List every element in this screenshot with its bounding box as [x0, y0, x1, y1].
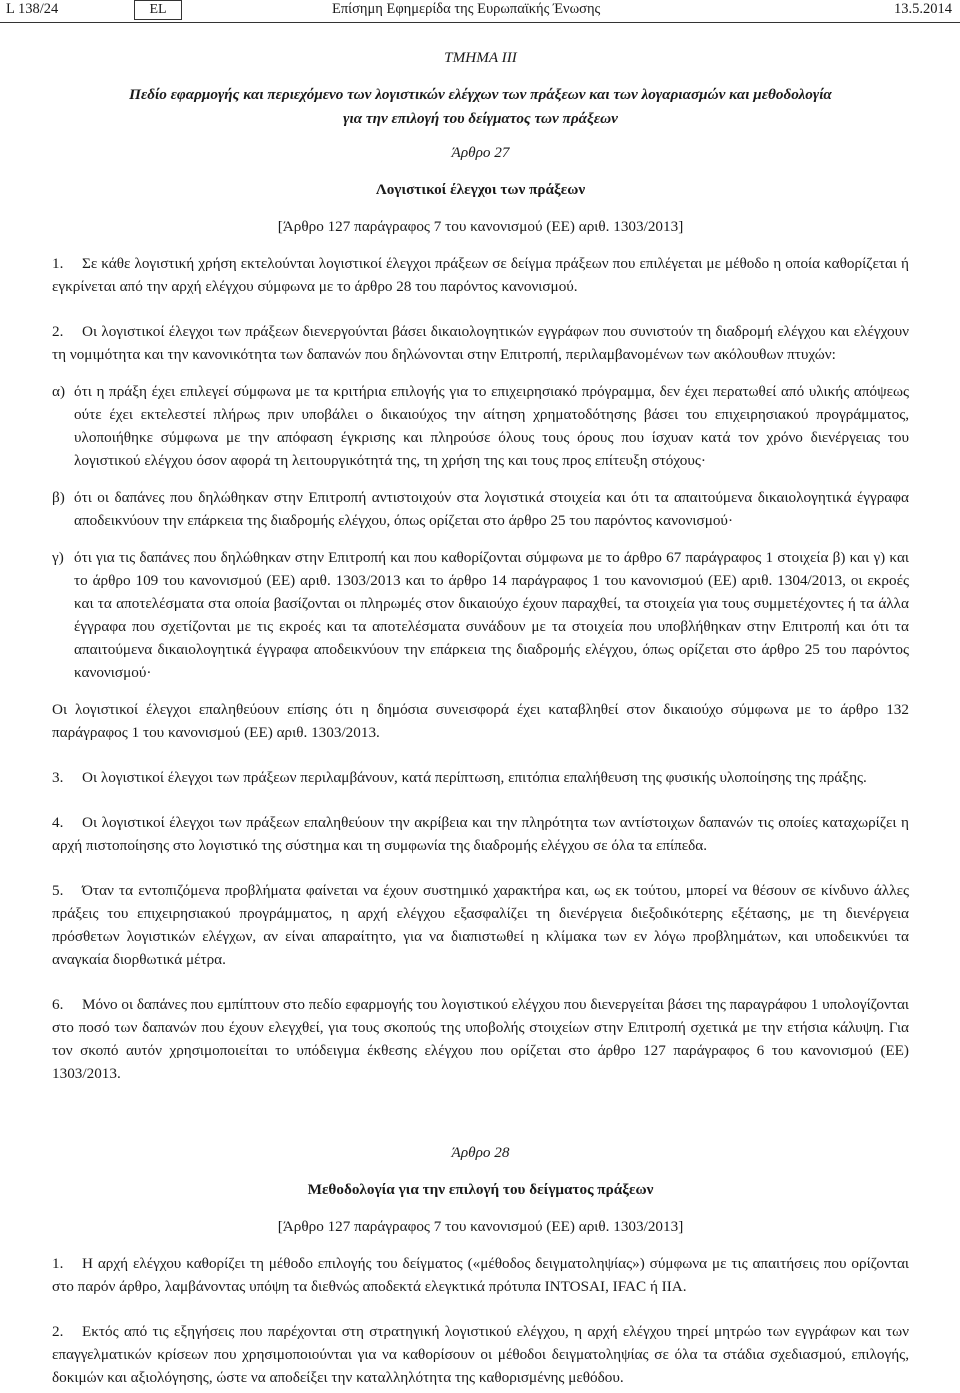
- journal-title: Επίσημη Εφημερίδα της Ευρωπαϊκής Ένωσης: [332, 1, 601, 17]
- article-27-paragraph-4: 4. Οι λογιστικοί έλεγχοι των πράξεων επαληθεύουν την ακρίβεια και την πληρότητα των αντίστοιχων δαπανών τις οποίες καταχωρίζει η αρχή πιστοποίησης στο λογιστικό της σύστημα και τη συμφωνία της διαδρομής ελέγχου σε όλα τα επίπεδα.: [52, 814, 909, 854]
- article-27-reference: [Άρθρο 127 παράγραφος 7 του κανονισμού (ΕΕ) αριθ. 1303/2013]: [277, 218, 684, 235]
- article-27-paragraph-2: 2. Οι λογιστικοί έλεγχοι των πράξεων διενεργούνται βάσει δικαιολογητικών εγγράφων που συνιστούν τη διαδρομή ελέγχου και ελέγχουν τη νομιμότητα και την κανονικότητα των δαπανών που δηλώνονται στην Επιτροπή, περιλαμβανομένων των ακόλουθων πτυχών:: [52, 323, 909, 363]
- section-title-line1: Πεδίο εφαρμογής και περιεχόμενο των λογιστικών ελέγχων των πράξεων και των λογαριασμών και μεθοδολογία: [129, 86, 832, 103]
- language-badge: EL: [134, 0, 182, 20]
- article-27-paragraph-6: 6. Μόνο οι δαπάνες που εμπίπτουν στο πεδίο εφαρμογής του λογιστικού ελέγχου που διενεργείται βάσει της παραγράφου 1 υπολογίζονται στο ποσό των δαπανών που έχουν ελεγχθεί, για τους σκοπούς της υποβολής στοιχείων στην Επιτροπή σχετικά με την ετήσια κάλυψη. Για τον σκοπό αυτόν χρησιμοποιείται το υπόδειγμα έκθεσης ελέγχου που ορίζεται στο άρθρο 127 παράγραφος 6 του κανονισμού (ΕΕ) 1303/2013.: [52, 996, 909, 1082]
- article-28-paragraph-1: 1. Η αρχή ελέγχου καθορίζει τη μέθοδο επιλογής του δείγματος («μέθοδος δειγματοληψίας») σύμφωνα με τις απαιτήσεις που ορίζονται στο παρόν άρθρο, λαμβάνοντας υπόψη τα διεθνώς αποδεκτά ελεγκτικά πρότυπα INTOSAI, IFAC ή IIA.: [52, 1255, 909, 1295]
- article-27-paragraph-5: 5. Όταν τα εντοπιζόμενα προβλήματα φαίνεται να έχουν συστημικό χαρακτήρα και, ως εκ τούτου, μπορεί να θέσουν σε κίνδυνο άλλες πράξεις του επιχειρησιακού προγράμματος, η αρχή ελέγχου εξασφαλίζει τη διενέργεια διεξοδικότερης εξέτασης, με τη διενέργεια πρόσθετων λογιστικών ελέγχων, αν είναι απαραίτητο, για να διαπιστωθεί η κλίμακα των εν λόγω προβλημάτων, και υποδεικνύει τα αναγκαία διορθωτικά μέτρα.: [52, 882, 909, 968]
- article-28-title: Μεθοδολογία για την επιλογή του δείγματος πράξεων: [307, 1181, 654, 1198]
- article-27-item-b: β) ότι οι δαπάνες που δηλώθηκαν στην Επιτροπή αντιστοιχούν στα λογιστικά στοιχεία και ότι τα απαιτούμενα δικαιολογητικά έγγραφα αποδεικνύουν την επάρκεια της διαδρομής ελέγχου, όπως ορίζεται στο άρθρο 25 του παρόντος κανονισμού·: [52, 489, 909, 529]
- spacer: [52, 1085, 909, 1131]
- page-header: [0, 0, 960, 23]
- section-title-line2: για την επιλογή του δείγματος των πράξεων: [343, 110, 618, 127]
- article-27-paragraph-3: 3. Οι λογιστικοί έλεγχοι των πράξεων περιλαμβάνουν, κατά περίπτωση, επιτόπια επαλήθευση της φυσικής υλοποίησης της πράξης.: [52, 769, 867, 786]
- article-28-label: Άρθρο 28: [451, 1144, 510, 1161]
- document-body: [52, 40, 909, 1389]
- publication-date: 13.5.2014: [894, 1, 952, 17]
- article-28-reference: [Άρθρο 127 παράγραφος 7 του κανονισμού (ΕΕ) αριθ. 1303/2013]: [277, 1218, 684, 1235]
- page-reference: L 138/24: [6, 1, 59, 17]
- article-27-title: Λογιστικοί έλεγχοι των πράξεων: [375, 181, 586, 198]
- article-27-item-a: α) ότι η πράξη έχει επιλεγεί σύμφωνα με τα κριτήρια επιλογής για το επιχειρησιακό πρόγραμμα, δεν έχει περατωθεί από υλικής απόψεως ούτε έχει εκτελεστεί πλήρως πριν υποβάλει ο δικαιούχος την αίτηση χρηματοδότησης βάσει του επιχειρησιακού προγράμματος, υλοποιήθηκε σύμφωνα με την απόφαση έγκρισης και πληρούσε όλους τους όρους που ίσχυαν κατά τον χρόνο διενέργειας του λογιστικού ελέγχου όσον αφορά τη λειτουργικότητά της, τη χρήση της και τους προς επίτευξη στόχους·: [52, 383, 909, 469]
- section-label: ΤΜΗΜΑ III: [444, 49, 517, 66]
- article-27-paragraph-2-tail: Οι λογιστικοί έλεγχοι επαληθεύουν επίσης ότι η δημόσια συνεισφορά έχει καταβληθεί στον δικαιούχο σύμφωνα με το άρθρο 132 παράγραφος 1 του κανονισμού (ΕΕ) αριθ. 1303/2013.: [52, 701, 909, 741]
- article-28-paragraph-2: 2. Εκτός από τις εξηγήσεις που παρέχονται στη στρατηγική λογιστικού ελέγχου, η αρχή ελέγχου τηρεί μητρώο των εγγράφων και των επαγγελματικών κρίσεων που χρησιμοποιούνται για να καθορίσουν οι μέθοδοι δειγματοληψίας σε όλα τα στάδια σχεδιασμού, επιλογής, δοκιμών και αξιολόγησης, ώστε να αποδείξει την καταλληλότητα της καθορισμένης μεθόδου.: [52, 1323, 909, 1386]
- article-27-paragraph-1: 1. Σε κάθε λογιστική χρήση εκτελούνται λογιστικοί έλεγχοι πράξεων σε δείγμα πράξεων που επιλέγεται με μέθοδο η οποία καθορίζεται ή εγκρίνεται από την αρχή ελέγχου σύμφωνα με το άρθρο 28 του παρόντος κανονισμού.: [52, 255, 909, 295]
- article-27-label: Άρθρο 27: [451, 144, 510, 161]
- section-title: [52, 83, 909, 131]
- article-27-item-c: γ) ότι για τις δαπάνες που δηλώθηκαν στην Επιτροπή και που καθορίζονται σύμφωνα με το άρθρο 67 παράγραφος 1 στοιχεία β) και γ) και το άρθρο 109 του κανονισμού (ΕΕ) αριθ. 1303/2013 και το άρθρο 14 παράγραφος 1 του κανονισμού (ΕΕ) αριθ. 1304/2013, οι εκροές και τα αποτελέσματα στα οποία βασίζονται οι πληρωμές στον δικαιούχο έχουν παραχθεί, τα στοιχεία για τους συμμετέχοντες ή τα άλλα έγγραφα που σχετίζονται με τις εκροές και τα αποτελέσματα συνάδουν με τα στοιχεία που υποβλήθηκαν στην Επιτροπή και ότι τα απαιτούμενα δικαιολογητικά έγγραφα αποδεικνύουν την επάρκεια της διαδρομής ελέγχου, όπως ορίζεται στο άρθρο 25 του παρόντος κανονισμού·: [52, 549, 909, 681]
